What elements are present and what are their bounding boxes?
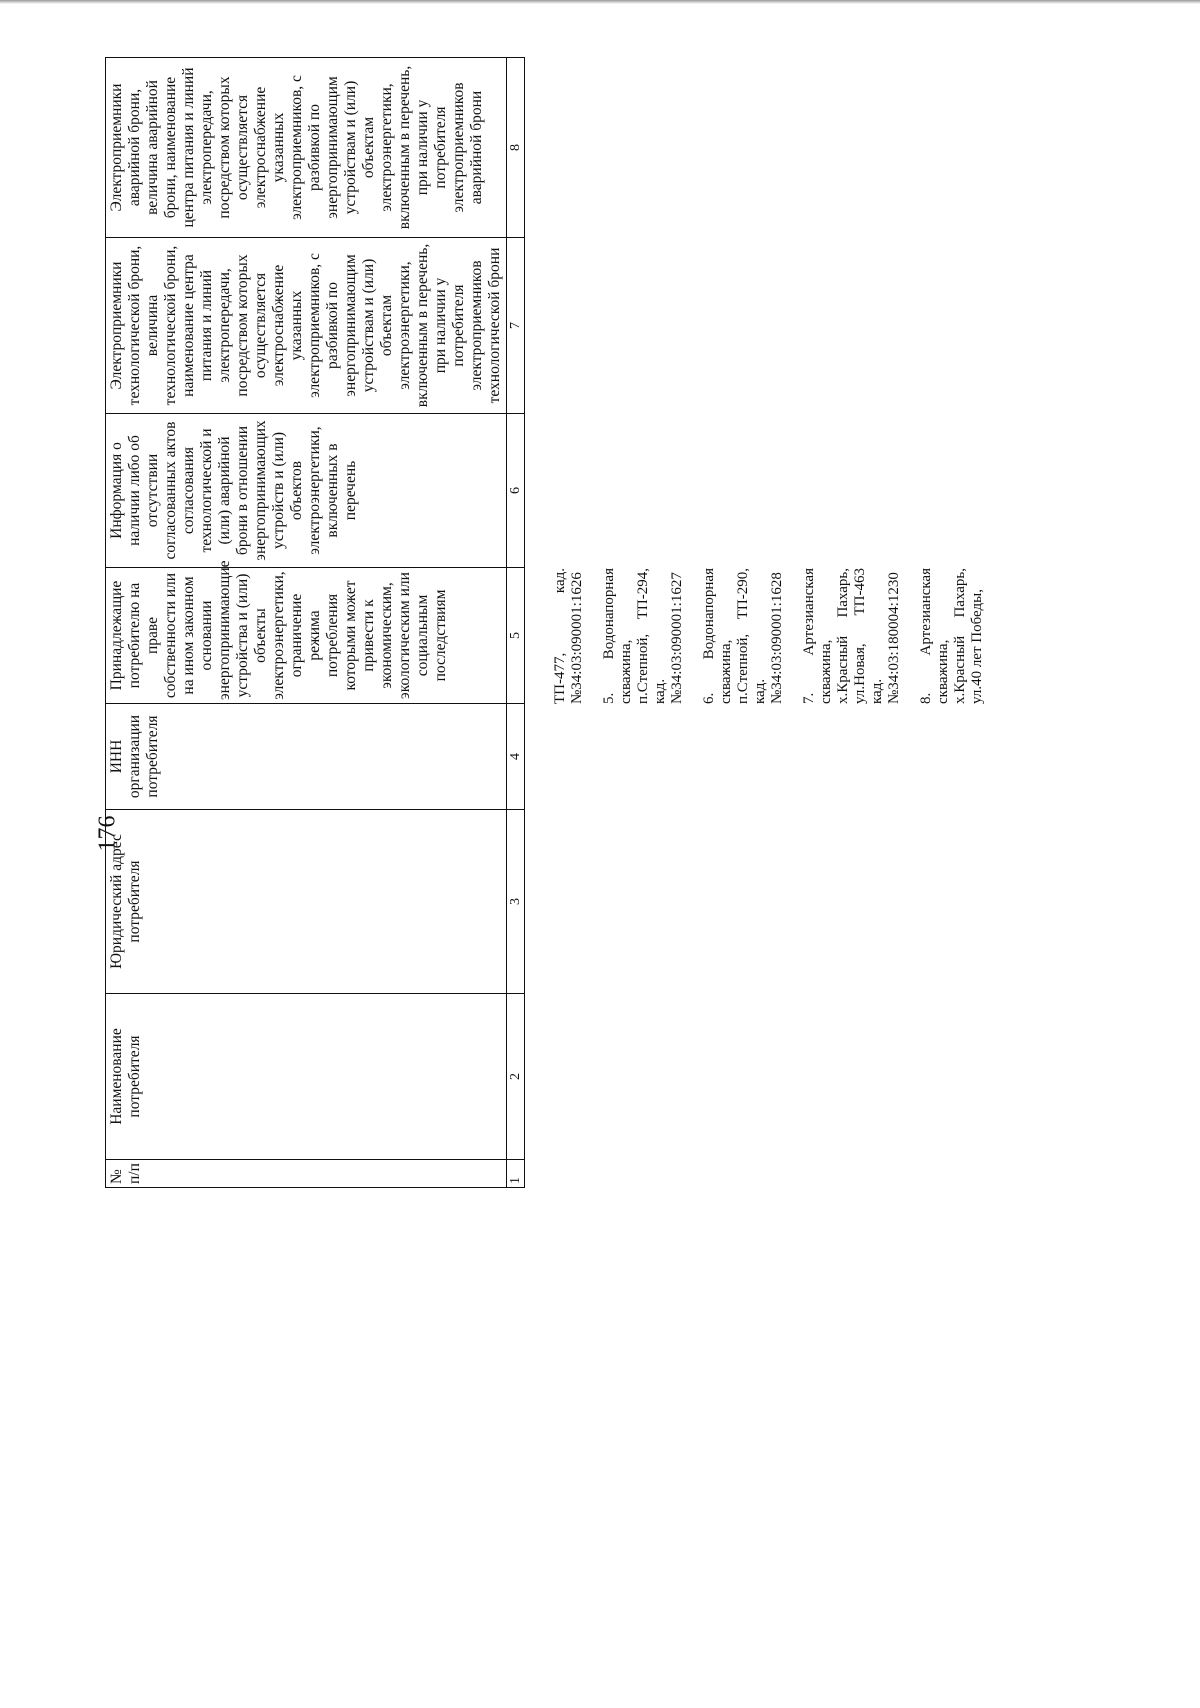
list-item: 5. Водонапорная скважина, п.Степной, ТП-294, кад. №34:03:090001:1627 [601, 568, 685, 704]
list-item: 6. Водонапорная скважина, п.Степной, ТП-290, кад. №34:03:090001:1628 [701, 568, 785, 704]
table-header-row [106, 58, 507, 1188]
column5-entries [552, 568, 1001, 704]
consumer-table [105, 57, 525, 1188]
header-inn: ИНН организации потребителя [106, 704, 507, 810]
list-item: ТП-477, кад. №34:03:090001:1626 [552, 568, 585, 704]
column-number: 4 [507, 704, 525, 810]
column-number-row [507, 58, 525, 1188]
list-item: 7. Артезианская скважина, х.Красный Пахарь, ул.Новая, ТП-463 кад. №34:03:180004:1230 [801, 568, 902, 704]
list-item: 8. Артезианская скважина, х.Красный Пахарь, ул.40 лет Победы, [918, 568, 985, 704]
column-number: 8 [507, 58, 525, 238]
column-number: 7 [507, 238, 525, 414]
header-acts-info: Информация о наличии либо об отсутствии согласованных актов согласования технологической и (или) аварийной брони в отношении энергопринимающих устройств и (или) объектов электроэнергетики, включенных в перечень [106, 414, 507, 568]
header-technological-reserve: Электроприемники технологической брони, величина технологической брони, наименование центра питания и линий электропередачи, посредством которых осуществляется электроснабжение указанных электроприемников, с разбивкой по энергопринимающим устройствам и (или) объектам электроэнергетики, включенным в перечень, при наличии у потребителя электроприемников технологической брони [106, 238, 507, 414]
header-consumer-name: Наименование потребителя [106, 994, 507, 1160]
scan-edge [0, 0, 1200, 4]
rotated-page-content [105, 58, 985, 1188]
column-number: 2 [507, 994, 525, 1160]
header-legal-address: Юридический адрес потребителя [106, 810, 507, 994]
header-emergency-reserve: Электроприемники аварийной брони, величина аварийной брони, наименование центра питания и линий электропередачи, посредством которых осуществляется электроснабжение указанных электроприемников, с разбивкой по энергопринимающим устройствам и (или) объектам электроэнергетики, включенным в перечень, при наличии у потребителя электроприемников аварийной брони [106, 58, 507, 238]
column-number: 6 [507, 414, 525, 568]
column-number: 3 [507, 810, 525, 994]
column-number: 5 [507, 568, 525, 704]
header-devices: Принадлежащие потребителю на праве собственности или на ином законном основании энергопринимающие устройства и (или) объекты электроэнергетики, ограничение режима потребления которыми может привести к экономическим, экологическим или социальным последствиям [106, 568, 507, 704]
page-number: 176 [94, 815, 121, 852]
header-number: № п/п [106, 1160, 507, 1188]
column-number: 1 [507, 1160, 525, 1188]
